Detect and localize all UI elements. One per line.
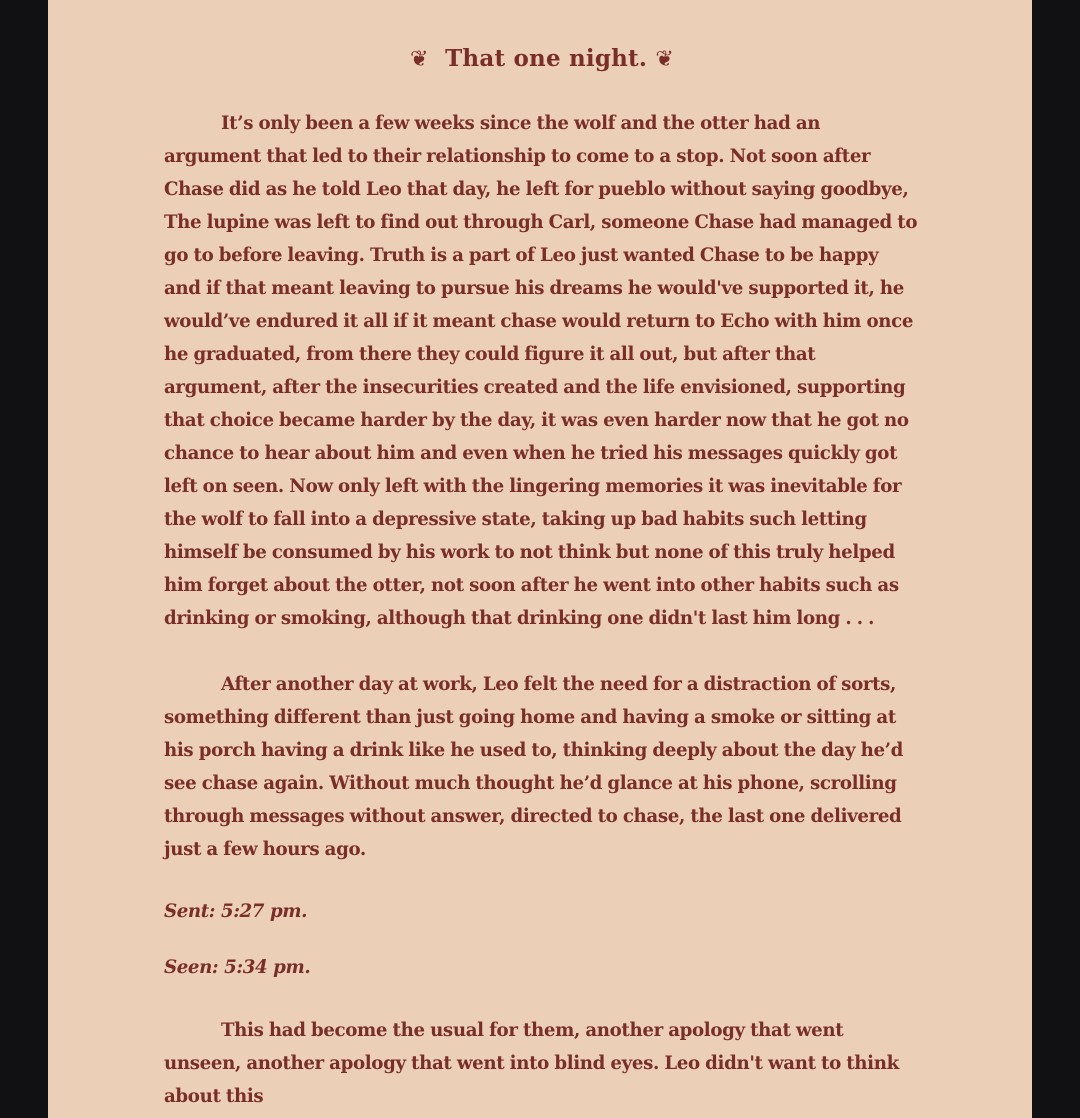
sent-timestamp: Sent: 5:27 pm. [164,901,308,922]
story-paragraph-3: This had become the usual for them, another apology that went unseen, another apology that went into blind eyes. Leo didn't want to think about this [164,1020,899,1107]
story-content [164,0,920,1113]
floral-heart-left-icon: ❦ [410,47,429,72]
seen-timestamp: Seen: 5:34 pm. [164,957,311,978]
story-paragraph-1: It’s only been a few weeks since the wolf and the otter had an argument that led to their relationship to come to a stop. Not soon after Chase did as he told Leo that day, he left for pueblo without saying goodbye, The lupine was left to find out through Carl, someone Chase had managed to go to before leaving. Truth is a part of Leo just wanted Chase to be happy and if that meant leaving to pursue his dreams he would've supported it, he would’ve endured it all if it meant chase would return to Echo with him once he graduated, from there they could figure it all out, but after that argument, after the insecurities created and the life envisioned, supporting that choice became harder by the day, it was even harder now that he got no chance to hear about him and even when he tried his messages quickly got left on seen. Now only left with the lingering memories it was inevitable for the wolf to fall into a depressive state, taking up bad habits such letting himself be consumed by his work to not think but none of this truly helped him forget about the otter, not soon after he went into other habits such as drinking or smoking, although that drinking one didn't last him long . . . [164,113,918,629]
story-title-text: That one night. [445,45,648,72]
story-title [164,42,920,77]
story-paragraph-2: After another day at work, Leo felt the need for a distraction of sorts, something different than just going home and having a smoke or sitting at his porch having a drink like he used to, thinking deeply about the day he’d see chase again. Without much thought he’d glance at his phone, scrolling through messages without answer, directed to chase, the last one delivered just a few hours ago. [164,674,904,860]
floral-heart-right-icon: ❦ [655,47,674,72]
document-page [48,0,1032,1118]
